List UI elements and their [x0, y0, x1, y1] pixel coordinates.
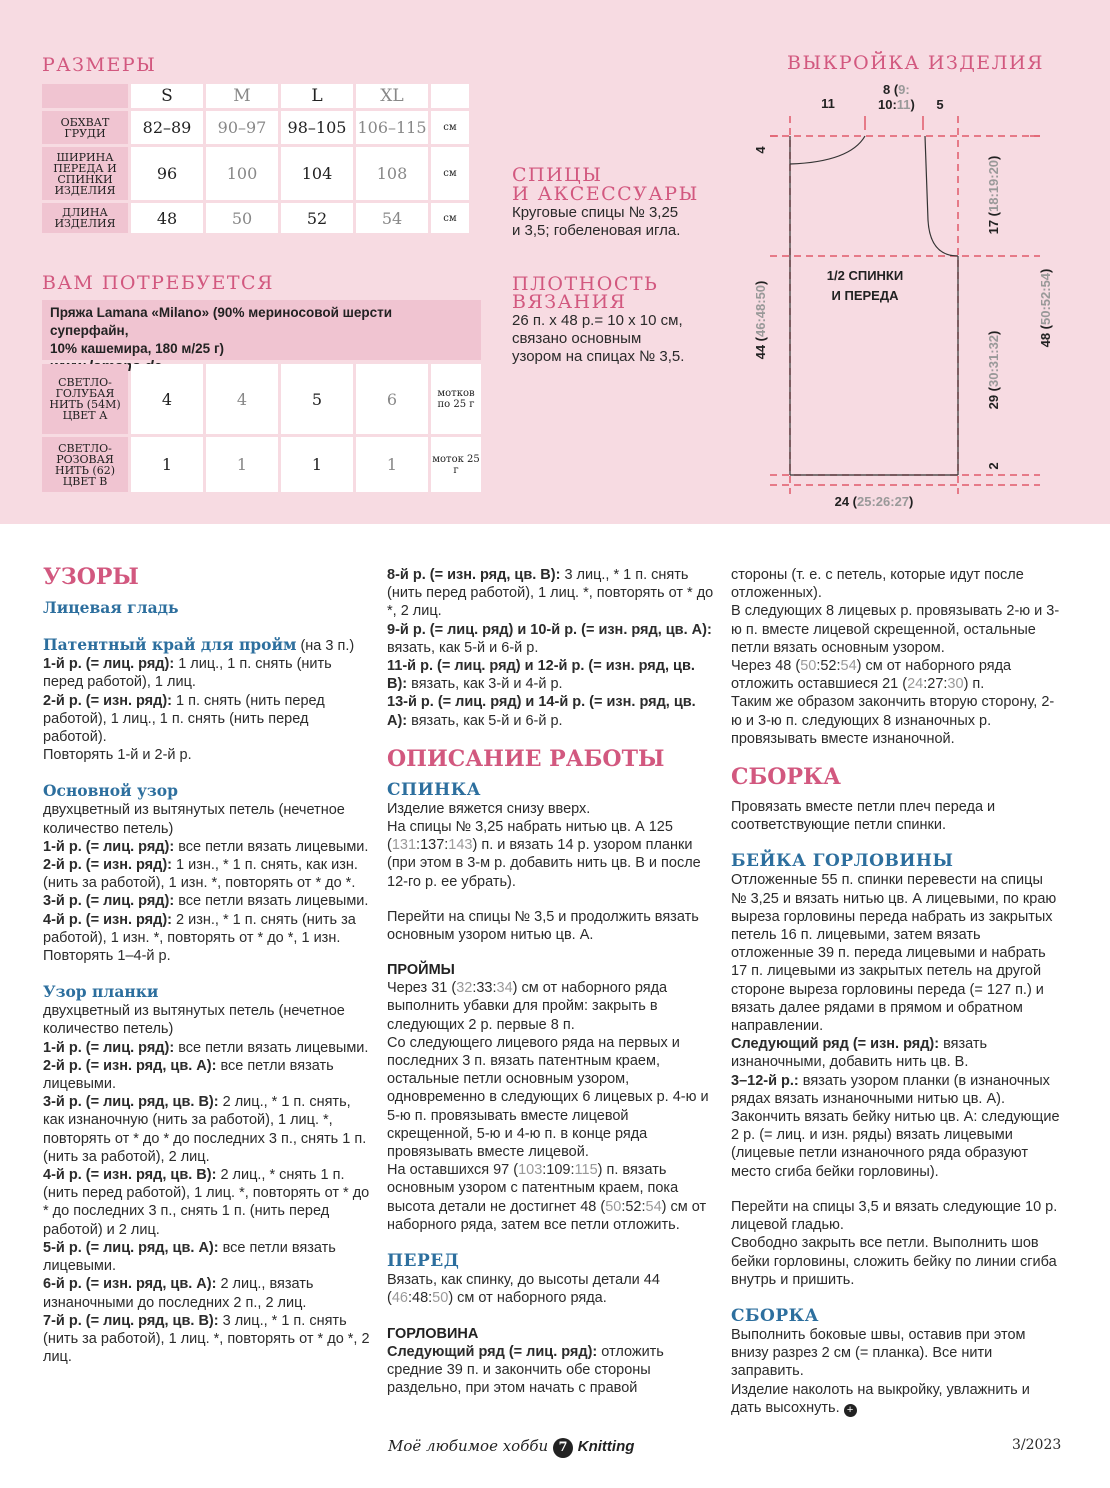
- paragraph: 1-й р. (= лиц. ряд): 1 лиц., 1 п. снять (нить перед работой), 1 лиц.: [43, 656, 332, 691]
- paragraph: 11-й р. (= лиц. ряд) и 12-й р. (= изн. ряд, цв. В): вязать, как 3-й и 4-й р.: [387, 658, 695, 693]
- pattern-outline: [790, 136, 958, 475]
- paragraph: 1-й р. (= лиц. ряд): все петли вязать лицевыми.: [43, 1039, 369, 1056]
- unit: моток 25 г: [431, 437, 481, 492]
- paragraph: Изделие вяжется снизу вверх.: [387, 800, 591, 817]
- placket-pattern-heading: Узор планки: [43, 982, 159, 1002]
- cell: 100: [206, 147, 278, 200]
- assembly-heading-1: СБОРКА: [731, 764, 841, 791]
- end-mark-icon: +: [844, 1404, 857, 1417]
- paragraph: Свободно закрыть все петли. Выполнить шов бейки горловины, сложить бейку по линии сгиба внутрь и пришить.: [731, 1235, 1057, 1288]
- paragraph: Выполнить боковые швы, оставив при этом внизу разрез 2 см (= планка). Все нити заправить.: [731, 1326, 1026, 1380]
- size-s-header: S: [131, 84, 203, 108]
- armholes-heading: ПРОЙМЫ: [387, 962, 455, 979]
- cell: 54: [356, 203, 428, 233]
- needles-title-line: СПИЦЫ: [512, 164, 603, 186]
- patterns-heading: УЗОРЫ: [43, 564, 139, 590]
- paragraph: 3-й р. (= лиц. ряд): все петли вязать лицевыми.: [43, 893, 369, 910]
- cell: 4: [206, 364, 278, 434]
- needles-title: [512, 166, 699, 204]
- size-m-header: M: [206, 84, 278, 108]
- dim-part: 17 (: [986, 211, 1001, 235]
- paragraph: Патентный край для пройм (на 3 п.): [43, 635, 355, 654]
- paragraph: Через 31 (32:33:34) см от наборного ряда выполнить убавки для пройм: закрыть в следующих 2 р. первые 8 п.: [387, 980, 668, 1033]
- needles-text: [512, 204, 680, 240]
- cell: 1: [281, 437, 353, 492]
- row-label: СВЕТЛО-РОЗОВАЯ НИТЬ (62) ЦВЕТ В: [42, 437, 128, 492]
- paragraph: Отложенные 55 п. спинки перевести на спицы № 3,25 и вязать нитью цв. А лицевыми, по краю выреза горловины переда набрать из закрытых петель 16 п. лицевыми, затем вязать отложенные 39 п. переда лицевыми и набрать 17 п. лицевыми из закрытых петель на другой стороне выреза горловины переда (= 127 п.) и вязать далее рядами в прямом и обратном направлении.: [731, 872, 1057, 1035]
- dim-bottom: [835, 494, 914, 509]
- cell: 96: [131, 147, 203, 200]
- dim-part: 11: [896, 97, 911, 112]
- gauge-text: [512, 312, 684, 366]
- yarn-box: [42, 300, 481, 360]
- paragraph: 4-й р. (= изн. ряд): 2 изн., * 1 п. снять (нить за работой), 1 изн. *, повторять от * до *, 1 изн.: [43, 911, 356, 946]
- dim-top-right: 5: [936, 97, 944, 112]
- paragraph: Провязать вместе петли плеч переда и соответствующие петли спинки.: [731, 799, 996, 834]
- paragraph: Перейти на спицы № 3,5 и продолжить вязать основным узором нитью цв. А.: [387, 908, 699, 944]
- gauge-title: [512, 275, 658, 311]
- paragraph: 8-й р. (= изн. ряд, цв. В): 3 лиц., * 1 п. снять (нить перед работой), 1 лиц. *, повторять от * до *, 2 лиц.: [387, 567, 714, 620]
- column-2: [387, 566, 717, 1397]
- paragraph: двухцветный из вытянутых петель (нечетное количество петель): [43, 1003, 345, 1038]
- row-label: СВЕТЛО-ГОЛУБАЯ НИТЬ (54М) ЦВЕТ А: [42, 364, 128, 434]
- row-label: ДЛИНА ИЗДЕЛИЯ: [42, 203, 128, 233]
- unit: см: [431, 111, 469, 144]
- dim-part: ): [1038, 268, 1053, 273]
- dim-part: 8 (: [883, 82, 899, 97]
- cell: 50: [206, 203, 278, 233]
- paragraph: 3-й р. (= лиц. ряд, цв. В): 2 лиц., * 1 п. снять, как изнаночную (нить за работой), 1 лиц. *, повторять от * до * до последних 3 п., снять 1 п. (нить за работой), 2 лиц.: [43, 1094, 367, 1165]
- unit: см: [431, 147, 469, 200]
- paragraph: Следующий ряд (= изн. ряд): вязать изнаночными, добавить нить цв. В.: [731, 1036, 988, 1071]
- dim-hem: 2: [986, 462, 1001, 470]
- dim-top-mid: [883, 82, 910, 97]
- row-label: ОБХВАТ ГРУДИ: [42, 111, 128, 144]
- dim-part: 24 (: [834, 494, 858, 509]
- paragraph: На спицы № 3,25 набрать нитью цв. А 125 (131:137:143) п. и вязать 14 р. узором планки (при этом в 3-м р. добавить нить цв. В и после 12-го р. ее убрать).: [387, 819, 701, 890]
- magazine-name: Моё любимое хобби: [388, 1437, 549, 1455]
- cell: 4: [131, 364, 203, 434]
- work-description-heading: ОПИСАНИЕ РАБОТЫ: [387, 745, 665, 772]
- dim-side: [986, 331, 1001, 410]
- unit: см: [431, 203, 469, 233]
- cell: 106–115: [356, 111, 428, 144]
- paragraph: 2-й р. (= изн. ряд): 1 изн., * 1 п. снять, как изн. (нить за работой), 1 изн. *, повторять от * до *.: [43, 857, 358, 892]
- piece-label-line2: И ПЕРЕДА: [831, 288, 899, 303]
- dim-part: 50:52:54: [1038, 272, 1053, 325]
- needles-line: и 3,5; гобеленовая игла.: [512, 222, 681, 239]
- dim-part: 48 (: [1038, 324, 1053, 348]
- needles-line: Круговые спицы № 3,25: [512, 204, 679, 221]
- main-pattern-heading: Основной узор: [43, 781, 178, 801]
- dim-part: 29 (: [986, 386, 1001, 410]
- gauge-line: связано основным: [512, 330, 642, 347]
- paragraph: 7-й р. (= лиц. ряд, цв. В): 3 лиц., * 1 п. снять (нить за работой), 1 лиц. *, повторять от * до *, 2 лиц.: [43, 1312, 370, 1366]
- gauge-title-line: ВЯЗАНИЯ: [512, 291, 627, 313]
- cell: 1: [356, 437, 428, 492]
- dim-part: ): [910, 97, 915, 112]
- dim-part: ): [909, 494, 914, 509]
- sizes-title: РАЗМЕРЫ: [42, 54, 157, 76]
- dim-part: 30:31:32: [986, 334, 1001, 387]
- column-3: [731, 566, 1061, 1417]
- cell: 90–97: [206, 111, 278, 144]
- unit: мотков по 25 г: [431, 364, 481, 434]
- paragraph: Повторять 1-й и 2-й р.: [43, 747, 192, 764]
- paragraph: В следующих 8 лицевых р. провязывать 2-ю и 3-ю п. вместе лицевой скрещенной, остальные петли вязать основным узором.: [731, 603, 1060, 656]
- cell: 104: [281, 147, 353, 200]
- front-heading: ПЕРЕД: [387, 1251, 460, 1272]
- cell: 6: [356, 364, 428, 434]
- dim-armhole: [986, 156, 1001, 235]
- diagram-title: ВЫКРОЙКА ИЗДЕЛИЯ: [787, 52, 1044, 74]
- paragraph: 6-й р. (= изн. ряд, цв. А): 2 лиц., вязать изнаночными до последних 2 п., 2 лиц.: [43, 1276, 314, 1311]
- paragraph: Через 48 (50:52:54) см от наборного ряда отложить оставшиеся 21 (24:27:30) п.: [731, 658, 1012, 693]
- paragraph: 3–12-й р.: вязать узором планки (в изнаночных рядах вязать изнаночными нитью цв. А).: [731, 1072, 1050, 1107]
- paragraph: двухцветный из вытянутых петель (нечетное количество петель): [43, 802, 345, 837]
- footer-magazine: [388, 1437, 634, 1458]
- cell: 98–105: [281, 111, 353, 144]
- neckline-heading: ГОРЛОВИНА: [387, 1325, 479, 1342]
- paragraph: 1-й р. (= лиц. ряд): все петли вязать лицевыми.: [43, 838, 369, 855]
- paragraph: 5-й р. (= лиц. ряд, цв. А): все петли вязать лицевыми.: [43, 1239, 336, 1275]
- assembly-heading-2: СБОРКА: [731, 1305, 819, 1326]
- paragraph: Со следующего лицевого ряда на первых и последних 3 п. вязать патентным краем, остальные петли основным узором, одновременно в следующих 6 лицевых р. 4-ю и 5-ю п. провязывать вместе лицевой скрещенной, 5-ю и 4-ю п. в конце ряда провязывать вместе лицевой.: [387, 1034, 709, 1161]
- paragraph: 4-й р. (= изн. ряд, цв. В): 2 лиц., * снять 1 п. (нить перед работой), 1 лиц. *, повторять от * до * до последних 3 п., снять 1 п. (нить перед работой) и 2 лиц.: [43, 1167, 370, 1238]
- row-label: ШИРИНА ПЕРЕДА И СПИНКИ ИЗДЕЛИЯ: [42, 147, 128, 200]
- cell: 82–89: [131, 111, 203, 144]
- cell: 52: [281, 203, 353, 233]
- dim-part: 44 (: [753, 336, 768, 360]
- cell: 5: [281, 364, 353, 434]
- brand: Knitting: [577, 1438, 635, 1455]
- size-l-header: L: [281, 84, 353, 108]
- dim-top-left: 11: [821, 96, 835, 111]
- dim-part: 18:19:20: [986, 159, 1001, 212]
- stockinette-heading: Лицевая гладь: [43, 598, 179, 617]
- cell: 108: [356, 147, 428, 200]
- gauge-line: узором на спицах № 3,5.: [512, 348, 685, 365]
- cell: 1: [206, 437, 278, 492]
- cell: 1: [131, 437, 203, 492]
- paragraph: Вязать, как спинку, до высоты детали 44 (46:48:50) см от наборного ряда.: [387, 1272, 660, 1307]
- paragraph: 13-й р. (= лиц. ряд) и 14-й р. (= изн. ряд, цв. А): вязать, как 5-й и 6-й р.: [387, 694, 696, 729]
- sizes-table: [39, 81, 472, 236]
- yarn-table: [39, 361, 484, 495]
- gauge-line: 26 п. x 48 р.= 10 x 10 см,: [512, 312, 683, 329]
- piece-label-line1: 1/2 СПИНКИ: [826, 268, 904, 283]
- neck-band-heading: БЕЙКА ГОРЛОВИНЫ: [731, 851, 954, 872]
- needles-title-line: И АКСЕССУАРЫ: [512, 183, 699, 205]
- back-heading: СПИНКА: [387, 779, 482, 800]
- dim-part: 9:: [898, 82, 910, 97]
- dim-left: [753, 281, 768, 360]
- gauge-title-line: ПЛОТНОСТЬ: [512, 273, 659, 295]
- materials-title: ВАМ ПОТРЕБУЕТСЯ: [42, 272, 274, 294]
- dim-right: [1038, 269, 1053, 348]
- page-number: 7: [553, 1438, 573, 1458]
- paragraph: Повторять 1–4-й р.: [43, 948, 171, 965]
- dim-part: ): [986, 330, 1001, 335]
- paragraph: 2-й р. (= изн. ряд, цв. А): все петли вязать лицевыми.: [43, 1057, 334, 1093]
- paragraph: Перейти на спицы 3,5 и вязать следующие 10 р. лицевой гладью.: [731, 1198, 1058, 1234]
- yarn-line1: Пряжа Lamana «Milano» (90% мериносовой шерсти суперфайн,: [50, 305, 393, 338]
- paragraph: 9-й р. (= лиц. ряд) и 10-й р. (= изн. ряд, цв. А): вязать, как 5-й и 6-й р.: [387, 621, 712, 656]
- paragraph: Закончить вязать бейку нитью цв. А: следующие 2 р. (= лиц. и изн. ряды) вязать лицевыми (лицевые петли изнаночного ряда образуют место сгиба бейки горловины).: [731, 1109, 1060, 1180]
- pattern-diagram: [740, 80, 1110, 520]
- paragraph: 2-й р. (= изн. ряд): 1 п. снять (нить перед работой), 1 лиц., 1 п. снять (нить перед работой).: [43, 692, 325, 746]
- yarn-line2: 10% кашемира, 180 м/25 г): [50, 341, 225, 356]
- issue: 3/2023: [1012, 1437, 1062, 1453]
- dim-part: 25:26:27: [857, 494, 910, 509]
- paragraph: На оставшихся 97 (103:109:115) п. вязать основным узором с патентным краем, пока высота детали не достигнет 48 (50:52:54) см от наборного ряда, затем все петли отложить.: [387, 1162, 707, 1233]
- column-1: [43, 564, 373, 1366]
- dim-neck: 4: [753, 146, 768, 154]
- dim-part: 46:48:50: [753, 284, 768, 337]
- dim-part: 10:: [878, 97, 897, 112]
- paragraph: Следующий ряд (= лиц. ряд): отложить средние 39 п. и закончить обе стороны раздельно, при этом начать с правой: [387, 1343, 664, 1396]
- cell: 48: [131, 203, 203, 233]
- paragraph: Таким же образом закончить вторую сторону, 2-ю и 3-ю п. следующих 8 изнаночных р. провязывать вместе изнаночной.: [731, 694, 1055, 747]
- size-xl-header: XL: [356, 84, 428, 108]
- paragraph: Изделие наколоть на выкройку, увлажнить и дать высохнуть. +: [731, 1381, 1030, 1416]
- dim-part: ): [986, 155, 1001, 160]
- dim-top-mid-2: [878, 97, 915, 112]
- paragraph: стороны (т. е. с петель, которые идут после отложенных).: [731, 567, 1024, 602]
- dim-part: ): [753, 280, 768, 285]
